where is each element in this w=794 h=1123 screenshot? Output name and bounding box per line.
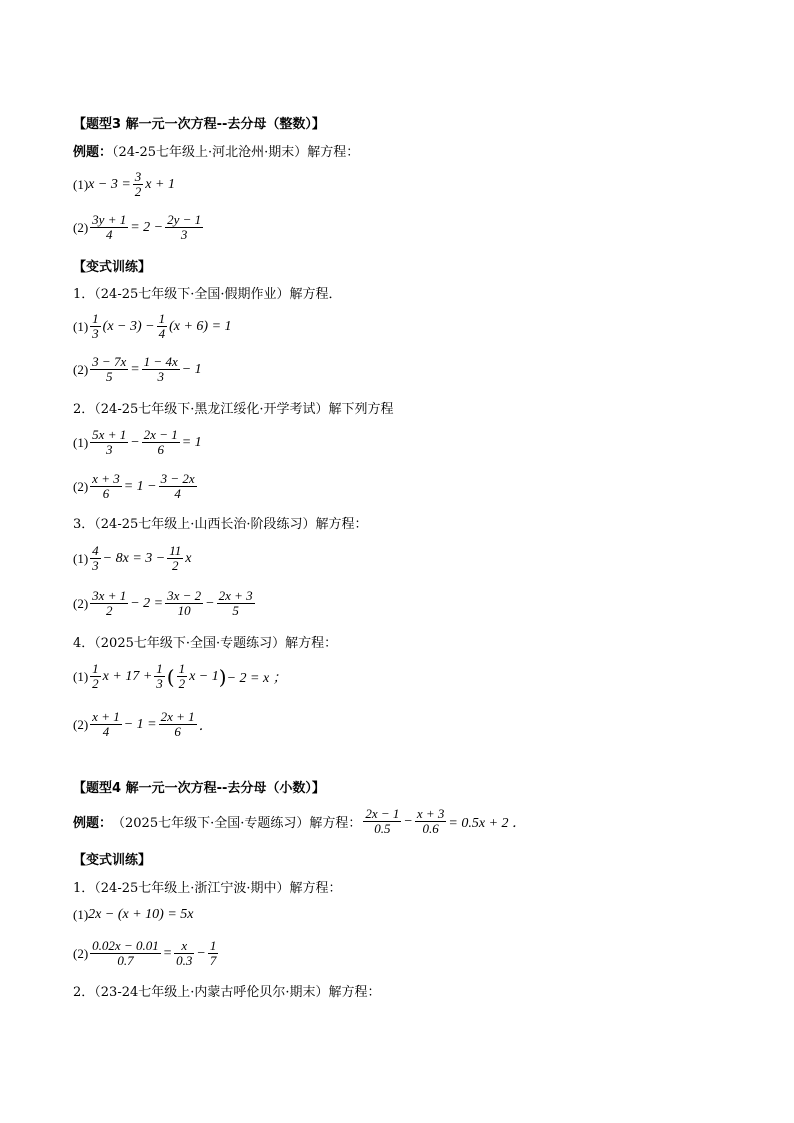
fraction: $\frac{3y + 1}{4}$ [92,212,127,242]
fraction: $\frac{2x + 3}{5}$ [218,588,253,618]
fraction: $\frac{1}{2}$ [178,661,186,691]
q3-eq1 [73,544,192,573]
s4-q2-title: 2．（23-24七年级上·内蒙古呼伦贝尔·期末）解方程： [73,985,381,1000]
q2-eq2 [73,472,199,501]
eq-term: (x + 6) = 1 [169,318,232,334]
fraction: $\frac{11}{2}$ [169,543,182,573]
q1-title: 1．（24-25七年级下·全国·假期作业）解方程． [73,287,342,302]
fraction: $\frac{1}{3}$ [92,311,99,341]
right-paren: ) [218,664,227,689]
eq-term: − [403,813,413,829]
example-3-line [73,145,359,161]
fraction: $\frac{2x - 1}{0.5}$ [365,806,400,836]
eq-term: = 1 [181,434,202,450]
q1-eq2 [73,355,202,384]
eq-term: = [162,945,173,961]
practice-label-3: 【变式训练】 [73,260,152,275]
fraction: $\frac{4}{3}$ [92,543,99,573]
section-4-heading: 【题型4 解一元一次方程--去分母（小数）】 [73,781,325,796]
eq-term: x [185,550,192,566]
eq-term: − 1 = [123,716,157,732]
fraction: $\frac{1}{3}$ [156,661,163,691]
fraction: $\frac{1}{4}$ [158,311,166,341]
eq-term: x + 17 + [102,668,153,684]
eq-term: = 2 − [130,219,164,235]
eq-prefix: (2) [73,595,89,611]
eq-prefix: (1) [73,434,89,450]
section-3-heading: 【题型3 解一元一次方程--去分母（整数）】 [73,117,325,132]
eq-prefix: (1) [73,318,89,334]
fraction: $\frac{1}{2}$ [92,661,99,691]
fraction: $\frac{1 - 4x}{3}$ [143,354,178,384]
q2-eq1 [73,428,202,457]
fraction: $\frac{3 - 7x}{5}$ [92,354,127,384]
s4-q1-title: 1．（24-25七年级上·浙江宁波·期中）解方程： [73,881,342,896]
eq-term: − [130,434,140,450]
eq-term: = 1 − [123,478,157,494]
eq-term: x + 1 [145,176,175,192]
example-3-eq1 [73,170,175,199]
eq-term: − [205,595,215,611]
fraction: $\frac{2y - 1}{3}$ [167,212,202,242]
q1-eq1 [73,312,232,341]
fraction: $\frac{3}{2}$ [134,169,142,199]
example-label: 例题： [73,145,113,160]
eq-term: − 2 = [130,595,164,611]
eq-prefix: (2) [73,716,89,732]
eq-prefix: (1) [73,668,89,684]
eq-term: − 8x = 3 − [102,550,166,566]
example-text: （24-25七年级上·河北沧州·期末）解方程： [112,145,360,160]
eq-prefix: (2) [73,219,89,235]
eq-term: = [130,361,140,377]
q4-title: 4．（2025七年级下·全国·专题练习）解方程： [73,636,338,651]
eq-prefix: (1) [73,176,89,192]
eq-prefix: (2) [73,945,89,961]
q4-eq1 [73,662,287,691]
eq-term: − [196,945,206,961]
eq-term: x − 3 = [88,176,131,192]
q3-eq2 [73,589,257,618]
fraction: $\frac{x + 1}{4}$ [92,709,120,739]
fraction: $\frac{3x + 1}{2}$ [92,588,127,618]
fraction: $\frac{x + 3}{6}$ [92,471,120,501]
eq-prefix: (2) [73,361,89,377]
example-3-eq2 [73,213,205,242]
eq-term: − 1 [181,361,202,377]
fraction: $\frac{2x - 1}{6}$ [143,427,178,457]
fraction: $\frac{x + 3}{0.6}$ [416,806,445,836]
eq-prefix: (1) [73,550,89,566]
fraction: $\frac{x}{0.3}$ [176,938,193,968]
eq-term: (x − 3) − [102,318,155,334]
q2-title: 2．（24-25七年级下·黑龙江绥化·开学考试）解下列方程 [73,402,394,417]
eq-prefix: (2) [73,478,89,494]
practice-label-4: 【变式训练】 [73,853,152,868]
left-paren: ( [166,664,175,689]
eq-term: x − 1 [189,668,219,684]
q4-eq2 [73,710,213,739]
fraction: $\frac{5x + 1}{3}$ [92,427,127,457]
eq-term: − 2 = x ； [226,670,287,686]
fraction: $\frac{0.02x - 0.01}{0.7}$ [92,938,159,968]
fraction: $\frac{3 - 2x}{4}$ [160,471,195,501]
eq-term: = 0.5x + 2 ． [448,815,527,831]
example-label: 例题： [73,816,113,831]
example-text: （2025七年级下·全国·专题练习）解方程： [112,816,362,831]
eq-term: ． [198,718,213,734]
q3-title: 3．（24-25七年级上·山西长治·阶段练习）解方程： [73,517,368,532]
fraction: $\frac{1}{7}$ [209,938,217,968]
eq-prefix: (1) [73,907,89,922]
s4-q1-eq2 [73,939,220,968]
s4-q1-eq1 [73,907,193,923]
fraction: $\frac{3x - 2}{10}$ [167,588,202,618]
eq-term: 2x − (x + 10) = 5x [88,907,194,922]
example-4-line [73,807,526,836]
fraction: $\frac{2x + 1}{6}$ [160,709,195,739]
